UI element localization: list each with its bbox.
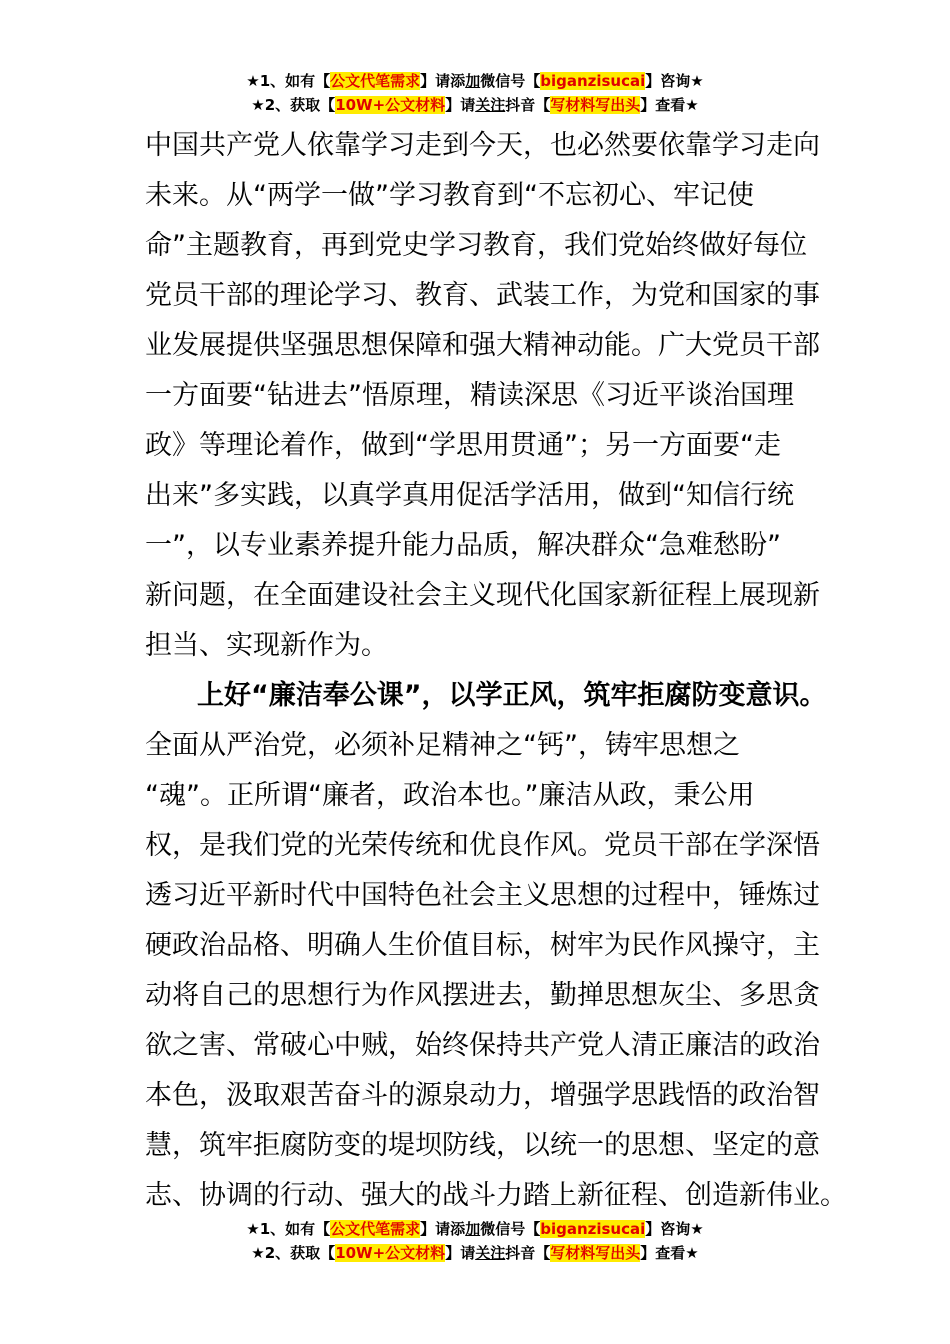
notice-emphasis: 关注: [475, 96, 506, 114]
text-line: 担当、实现新作为。: [145, 630, 388, 661]
wechat-id-highlight: biganzisucai: [540, 72, 646, 90]
text-line: 志、协调的行动、强大的战斗力踏上新征程、创造新伟业。: [145, 1180, 847, 1211]
notice-text: ★2、获取【: [251, 96, 336, 114]
text-line: 一”，以专业素养提升能力品质，解决群众“急难愁盼”: [145, 530, 781, 561]
text-line: “魂”。正所谓“廉者，政治本也。”廉洁从政，秉公用: [145, 780, 755, 811]
document-body: [145, 121, 847, 1221]
text-line: 动将自己的思想行为作风摆进去，勤掸思想灰尘、多思贪: [145, 980, 820, 1011]
service-highlight: 公文代笔需求: [330, 1220, 421, 1238]
text-line: 本色，汲取艰苦奋斗的源泉动力，增强学思践悟的政治智: [145, 1080, 820, 1111]
materials-highlight: 10W+公文材料: [335, 96, 446, 114]
text-line: 硬政治品格、明确人生价值目标，树牢为民作风操守，主: [145, 930, 820, 961]
notice-text: 】查看★: [640, 96, 699, 114]
text-line: 透习近平新时代中国特色社会主义思想的过程中，锤炼过: [145, 880, 820, 911]
materials-highlight: 10W+公文材料: [335, 1244, 446, 1262]
douyin-account-highlight: 写材料写出头: [550, 1244, 641, 1262]
notice-line-1: [0, 70, 950, 94]
douyin-account-highlight: 写材料写出头: [550, 96, 641, 114]
notice-text: 】咨询★: [645, 72, 704, 90]
text-line: 新问题，在全面建设社会主义现代化国家新征程上展现新: [145, 580, 820, 611]
text-line: 业发展提供坚强思想保障和强大精神动能。广大党员干部: [145, 330, 820, 361]
section-heading: 上好“廉洁奉公课”，以学正风，筑牢拒腐防变意识。: [197, 680, 827, 711]
paragraph-learning: [145, 121, 825, 671]
text-line: 出来”多实践，以真学真用促活学活用，做到“知信行统: [145, 480, 794, 511]
notice-text: ★2、获取【: [251, 1244, 336, 1262]
paragraph-integrity: [145, 671, 847, 1221]
service-highlight: 公文代笔需求: [330, 72, 421, 90]
notice-text: 抖音【: [505, 96, 551, 114]
text-line: 欲之害、常破心中贼，始终保持共产党人清正廉洁的政治: [145, 1030, 820, 1061]
notice-text: 抖音【: [505, 1244, 551, 1262]
notice-line-2: [0, 94, 950, 118]
notice-text: 微信号【: [480, 72, 541, 90]
notice-line-2: [0, 1242, 950, 1266]
wechat-id-highlight: biganzisucai: [540, 1220, 646, 1238]
notice-text: 】请添: [420, 72, 466, 90]
text-line: 政》等理论着作，做到“学思用贯通”；另一方面要“走: [145, 430, 781, 461]
text-line: 权，是我们党的光荣传统和优良作风。党员干部在学深悟: [145, 830, 820, 861]
notice-text: 】请: [445, 96, 476, 114]
notice-text: 】请添: [420, 1220, 466, 1238]
notice-text: 】咨询★: [645, 1220, 704, 1238]
text-line: 命”主题教育，再到党史学习教育，我们党始终做好每位: [145, 230, 807, 261]
text-line: 未来。从“两学一做”学习教育到“不忘初心、牢记使: [145, 180, 754, 211]
text-line: 一方面要“钻进去”悟原理，精读深思《习近平谈治国理: [145, 380, 794, 411]
notice-emphasis: 加: [465, 1220, 481, 1238]
notice-text: 】查看★: [640, 1244, 699, 1262]
notice-emphasis: 加: [465, 72, 481, 90]
notice-text: 微信号【: [480, 1220, 541, 1238]
notice-text: ★1、如有【: [246, 1220, 331, 1238]
text-line: 全面从严治党，必须补足精神之“钙”，铸牢思想之: [145, 730, 740, 761]
notice-text: ★1、如有【: [246, 72, 331, 90]
notice-line-1: [0, 1218, 950, 1242]
footer-notice: [0, 1218, 950, 1266]
header-notice: [0, 70, 950, 118]
notice-emphasis: 关注: [475, 1244, 506, 1262]
text-line: 中国共产党人依靠学习走到今天，也必然要依靠学习走向: [145, 130, 820, 161]
text-line: 慧，筑牢拒腐防变的堤坝防线，以统一的思想、坚定的意: [145, 1130, 820, 1161]
notice-text: 】请: [445, 1244, 476, 1262]
text-line: 党员干部的理论学习、教育、武装工作，为党和国家的事: [145, 280, 820, 311]
